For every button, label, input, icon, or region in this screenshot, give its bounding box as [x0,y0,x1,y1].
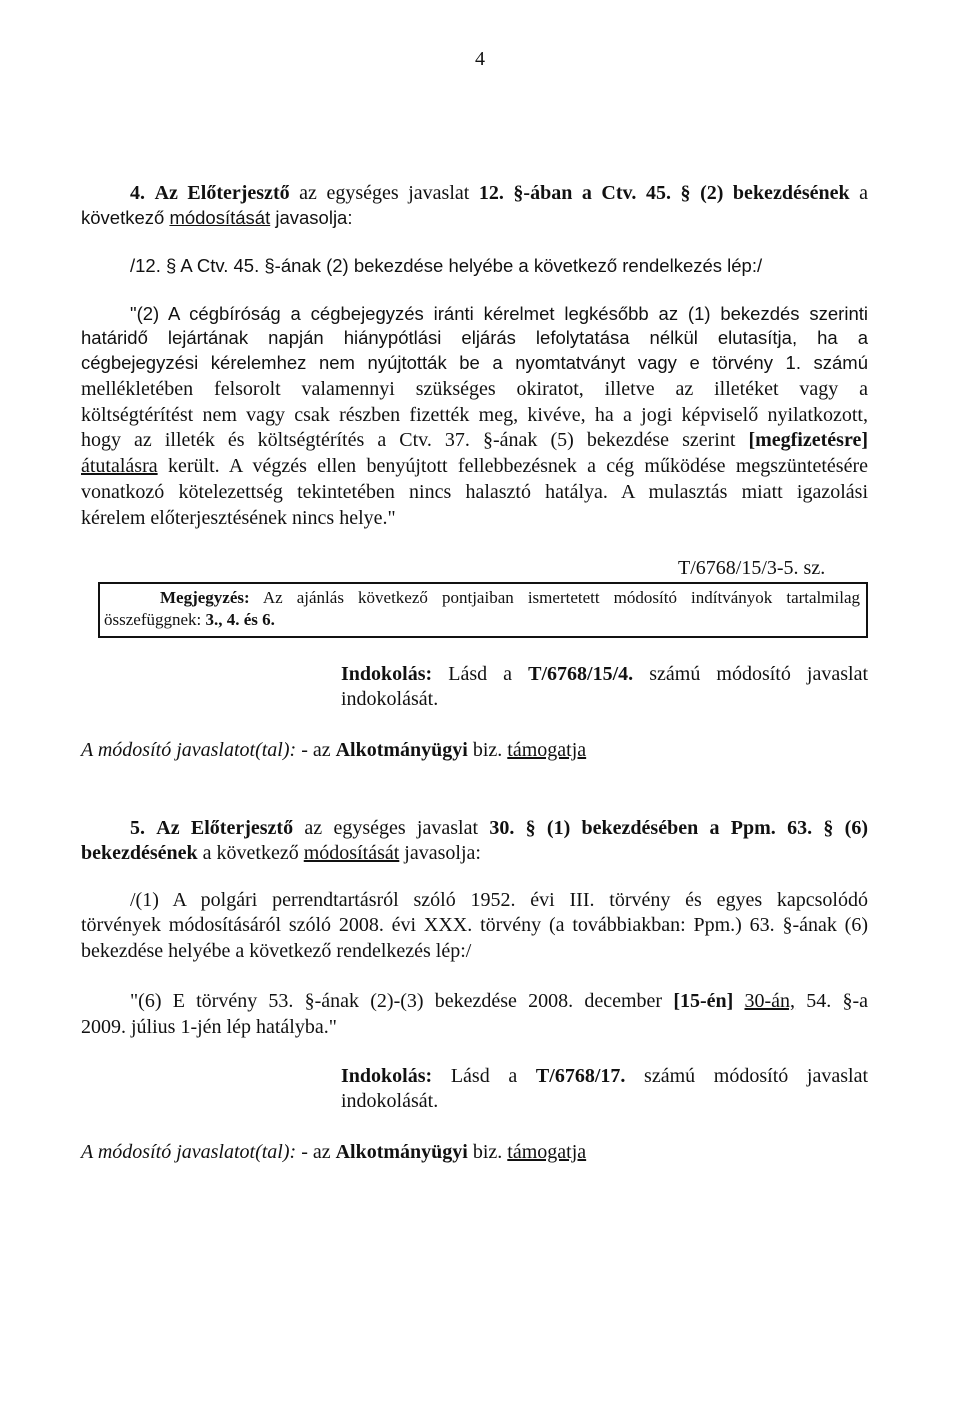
justification-label: Indokolás: [341,1065,433,1087]
inserted-text: 30-án, [744,990,796,1012]
supporter-label: A módosító javaslatot(tal): [81,739,297,761]
note-box [98,582,868,638]
justification-line2: indokolását. [341,1090,439,1112]
committee-verdict: támogatja [507,739,587,761]
item-number: 5. [130,817,145,839]
justification-label: Indokolás: [341,663,433,685]
quote-line: "(2) A cégbíróság a cégbejegyzés iránti kérelmet legkésőbb az (1) bekezdés szerinti [130,303,868,324]
proposer: Az Előterjesztő [154,182,290,204]
supporter-line: A módosító javaslatot(tal): - az Alkotmányügyi biz. támogatja [81,1141,587,1163]
item-heading-line2: bekezdésének a következő módosítását javasolja: [81,842,481,864]
inserted-text: átutalásra [81,455,158,477]
amendment-instruction: /12. § A Ctv. 45. §-ának (2) bekezdése helyébe a következő rendelkezés lép:/ [130,255,763,276]
modification-link: módosítását [169,207,271,228]
item-heading-line2: következő módosítását javasolja: [81,207,353,228]
item-heading [130,816,868,840]
supporter-line: A módosító javaslatot(tal): - az Alkotmányügyi biz. támogatja [81,739,587,761]
quote-line: cégbejegyzési kérelemhez nem nyújtották be a nyomtatványt vagy e törvény 1. számú [81,352,868,373]
modification-link: módosítását [303,842,400,864]
deleted-text: [15-én] [673,990,734,1012]
item-heading [130,181,868,205]
committee-name: Alkotmányügyi [335,739,468,761]
committee-name: Alkotmányügyi [335,1141,468,1163]
quote-line: "(6) E törvény 53. §-ának (2)-(3) bekezdése 2008. december [15-én] 30-án, 54. §-a [130,990,869,1012]
note-line1: Megjegyzés: Az ajánlás következő pontjaiban ismertetett módosító indítványok tartalmilag [160,588,860,607]
reference-number: T/6768/15/3-5. sz. [678,557,826,579]
quote-line: költségtérítést nem vagy csak részben fizették meg, kivéve, ha a jogi képviselő nyilatkozott, [81,404,868,426]
quote-line: kérelem előterjesztésének nincs helye." [81,507,396,529]
proposer: Az Előterjesztő [156,817,294,839]
note-line2: összefüggnek: 3., 4. és 6. [104,610,275,629]
heading-text-tail: a [859,182,869,204]
heading-text: az egységes javaslat [299,182,470,204]
quote-line: határidő lejártának napján hiánypótlási eljárás lefolytatása nélkül elutasítja, ha a [81,327,868,348]
amendment-instruction: törvények módosításáról szóló 2008. évi XXX. törvény (a továbbiakban: Ppm.) 63. §-ának (6) [81,914,868,936]
quote-line: átutalásra került. A végzés ellen benyújtott fellebbezésnek a cég működése megszüntetésére [81,455,868,477]
item-number: 4. [130,182,145,204]
deleted-text: [megfizetésre] [748,429,868,451]
heading-text: az egységes javaslat [304,817,479,839]
quote-line: 2009. július 1-jén lép hatályba." [81,1016,337,1038]
justification-line2: indokolását. [341,688,439,710]
justification-ref: T/6768/15/4. [528,663,634,685]
related-items: 3., 4. és 6. [205,610,275,629]
page-number: 4 [475,48,485,70]
quote-line: hogy az illeték és költségtérítés a Ctv. 37. §-ának (5) bekezdése szerint [megfizetésre] [81,429,868,451]
quote-line: vonatkozó kötelezettség tekintetében nincs halasztó hatálya. A mulasztás miatt igazolási [81,481,868,503]
justification-ref: T/6768/17. [535,1065,626,1087]
note-label: Megjegyzés: [160,588,250,607]
quote-line: mellékletében felsorolt valamennyi szükséges okiratot, illetve az illetéket vagy a [81,378,868,400]
supporter-label: A módosító javaslatot(tal): [81,1141,297,1163]
heading-section-ref: 12. §-ában a Ctv. 45. § (2) bekezdésének [478,182,850,204]
amendment-instruction: /(1) A polgári perrendtartásról szóló 1952. évi III. törvény és egyes kapcsolódó [130,889,868,911]
amendment-instruction: bekezdése helyébe a következő rendelkezés lép:/ [81,940,472,962]
committee-verdict: támogatja [507,1141,587,1163]
heading-section-ref: 30. § (1) bekezdésében a Ppm. 63. § (6) [489,817,868,839]
justification: Indokolás: Lásd a T/6768/17. számú módosító javaslat [341,1065,869,1087]
justification: Indokolás: Lásd a T/6768/15/4. számú módosító javaslat [341,663,869,685]
